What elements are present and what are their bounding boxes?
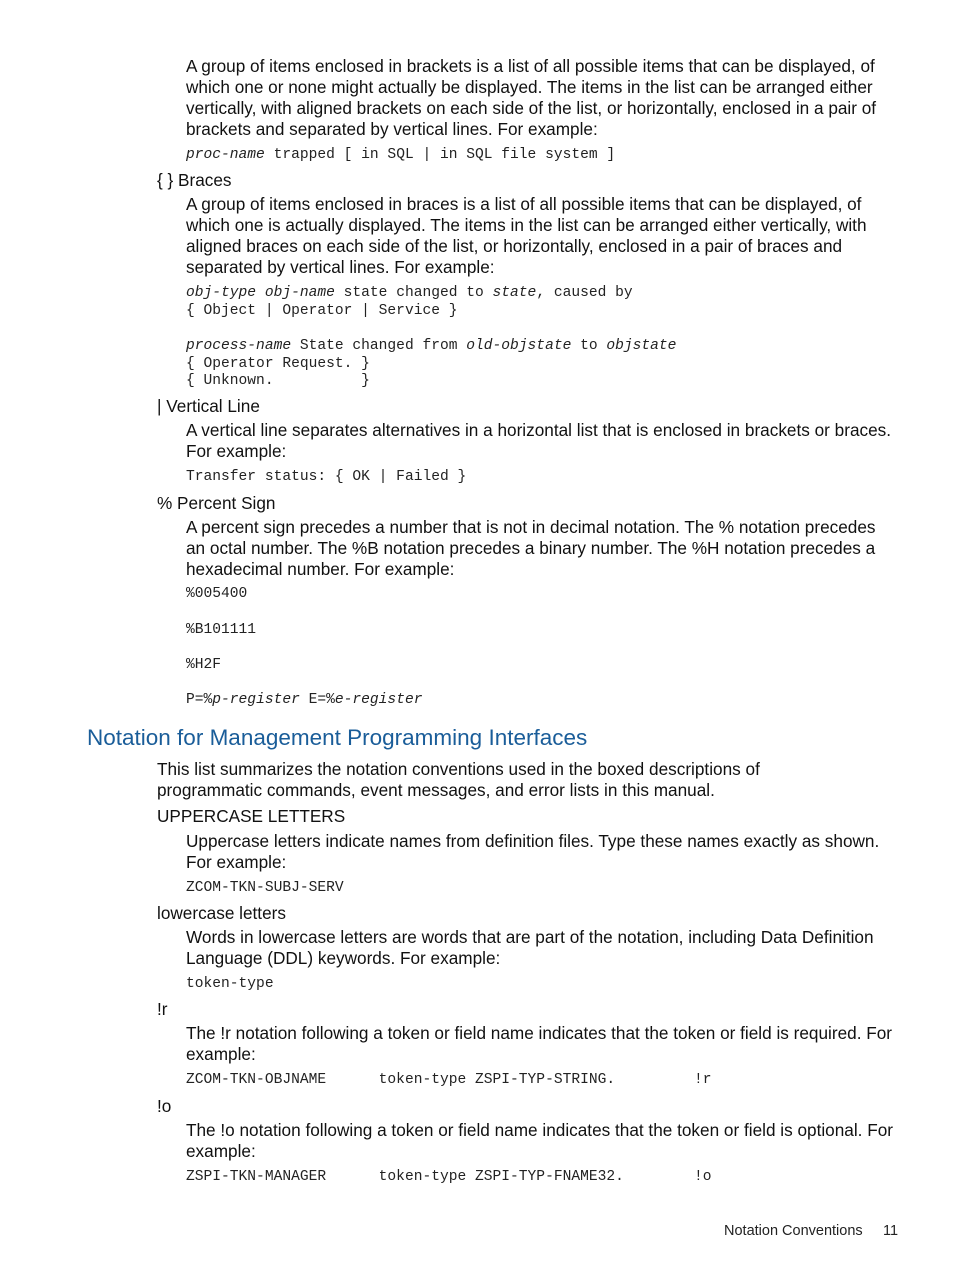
braces-description: A group of items enclosed in braces is a list of all possible items that can be displayed, of which one is actually displayed. The items in the list can be arranged either vertically, with aligned braces on each side of the list, or horizontally, enclosed in a pair of braces and separated by vertical lines. For example: bbox=[186, 194, 867, 277]
code-text: to bbox=[571, 338, 607, 354]
percent-example-octal: %005400 bbox=[186, 586, 248, 602]
code-variable: proc-name bbox=[186, 147, 265, 163]
code-text: P=% bbox=[186, 692, 213, 708]
percent-example-register bbox=[186, 692, 422, 710]
vertical-line-example: Transfer status: { OK | Failed } bbox=[186, 469, 467, 485]
braces-example-1 bbox=[186, 285, 633, 320]
code-variable: state bbox=[492, 285, 537, 301]
term-required: !r bbox=[157, 999, 168, 1019]
code-text: , caused by bbox=[536, 285, 633, 301]
term-uppercase: UPPERCASE LETTERS bbox=[157, 806, 346, 826]
braces-example-2 bbox=[186, 338, 676, 391]
code-variable: obj-type bbox=[186, 285, 257, 301]
section-heading: Notation for Management Programming Interfaces bbox=[87, 725, 588, 750]
page-number: 11 bbox=[883, 1223, 899, 1239]
code-variable: objstate bbox=[606, 338, 677, 354]
term-lowercase: lowercase letters bbox=[157, 903, 286, 923]
uppercase-example: ZCOM-TKN-SUBJ-SERV bbox=[186, 880, 344, 896]
footer-section-title: Notation Conventions bbox=[724, 1223, 863, 1239]
code-line: { Unknown. } bbox=[186, 373, 370, 389]
code-variable: process-name bbox=[186, 338, 292, 354]
optional-description: The !o notation following a token or field name indicates that the token or field is optional. For example: bbox=[186, 1120, 894, 1161]
brackets-description: A group of items enclosed in brackets is a list of all possible items that can be displayed, of which one or none might actually be displayed. The items in the list can be arranged either vertically, with aligned brackets on each side of the list, or horizontally, enclosed in a pair of brackets and separated by vertical lines. For example: bbox=[186, 56, 877, 139]
lowercase-description: Words in lowercase letters are words that are part of the notation, including Data Definition Language (DDL) keywords. For example: bbox=[186, 927, 874, 968]
uppercase-description: Uppercase letters indicate names from definition files. Type these names exactly as shown. For example: bbox=[186, 831, 880, 872]
required-example: ZCOM-TKN-OBJNAME token-type ZSPI-TYP-STRING. !r bbox=[186, 1072, 712, 1088]
code-line: { Operator Request. } bbox=[186, 355, 370, 372]
vertical-line-description: A vertical line separates alternatives in a horizontal list that is enclosed in brackets or braces. For example: bbox=[186, 420, 892, 461]
percent-example-hex: %H2F bbox=[186, 657, 222, 673]
code-variable: p-register bbox=[212, 692, 300, 708]
percent-example-binary: %B101111 bbox=[186, 622, 257, 638]
lowercase-example: token-type bbox=[186, 976, 274, 992]
required-description: The !r notation following a token or field name indicates that the token or field is required. For example: bbox=[186, 1023, 893, 1064]
code-variable: old-objstate bbox=[466, 338, 572, 354]
optional-example: ZSPI-TKN-MANAGER token-type ZSPI-TYP-FNAME32. !o bbox=[186, 1169, 712, 1185]
code-text: state changed to bbox=[334, 285, 493, 301]
term-percent-sign: % Percent Sign bbox=[157, 493, 276, 513]
code-text bbox=[256, 285, 265, 301]
code-variable: e-register bbox=[334, 692, 423, 708]
code-text: State changed from bbox=[291, 338, 467, 354]
code-line: { Object | Operator | Service } bbox=[186, 302, 458, 319]
brackets-example bbox=[186, 147, 615, 165]
percent-sign-description: A percent sign precedes a number that is not in decimal notation. The % notation precedes an octal number. The %B notation precedes a binary number. The %H notation precedes a hexadecimal number. For example: bbox=[186, 517, 876, 579]
code-text: E=% bbox=[299, 692, 335, 708]
term-optional: !o bbox=[157, 1096, 172, 1116]
term-braces: { } Braces bbox=[157, 170, 232, 190]
section-intro: This list summarizes the notation conventions used in the boxed descriptions of programmatic commands, event messages, and error lists in this manual. bbox=[157, 759, 760, 800]
code-text: trapped [ in SQL | in SQL file system ] bbox=[264, 147, 616, 163]
term-vertical-line: | Vertical Line bbox=[157, 396, 260, 416]
code-variable: obj-name bbox=[264, 285, 335, 301]
